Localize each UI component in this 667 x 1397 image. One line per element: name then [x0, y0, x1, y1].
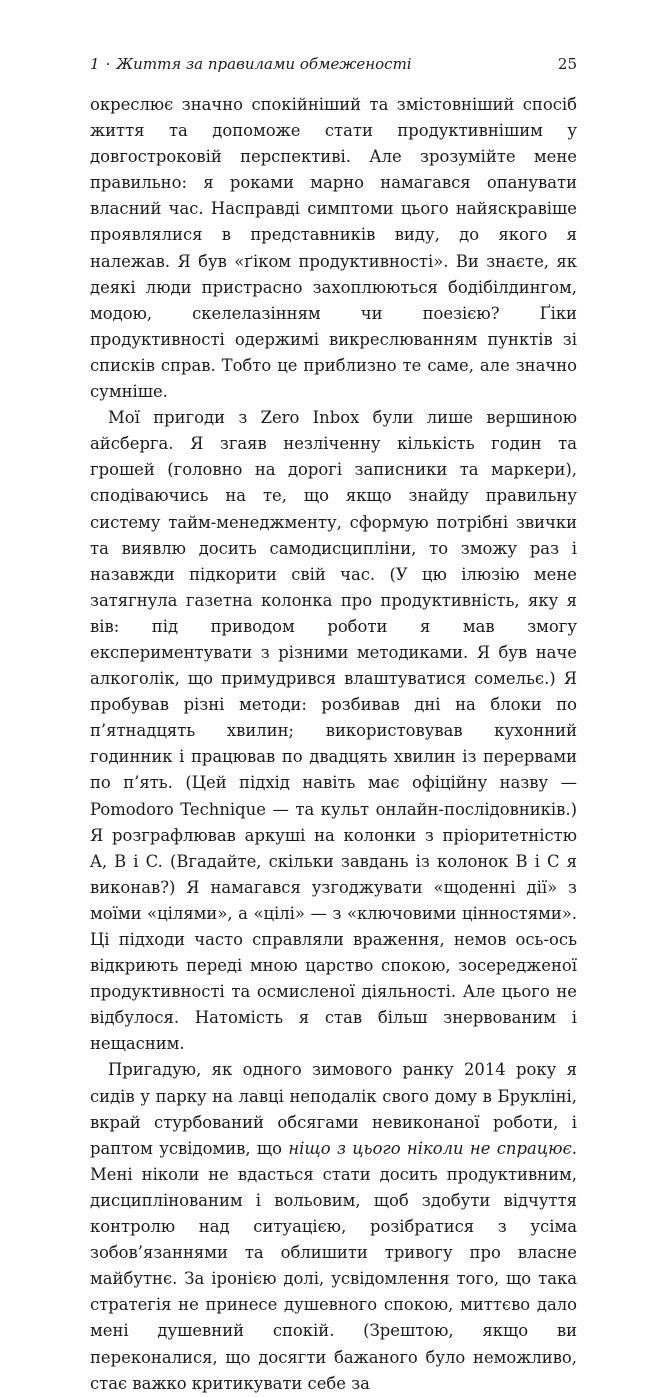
paragraph-1: окреслює значно спокійніший та змістовніший спосіб життя та допоможе стати продуктивнішим у довгостроковій перспективі. Але зрозумійте мене правильно: я роками марно намагався опанувати власний час. Насправді симптоми цього найяскравіше проявлялися в представників виду, до якого я належав. Я був «ґіком продуктивності». Ви знаєте, як деякі люди пристрасно захоплюються бодібілдингом, модою, скелелазінням чи поезією? Ґіки продуктивності одержимі викреслюванням пунктів зі списків справ. Тобто це приблизно те саме, але значно сумніше.: [90, 95, 577, 402]
chapter-number: 1: [90, 55, 100, 73]
body-text: [90, 92, 577, 1397]
paragraph-3: [90, 1057, 577, 1396]
running-header: [90, 52, 577, 76]
chapter-title: Життя за правилами обмеженості: [116, 55, 412, 73]
paragraph-2: Мої пригоди з Zero Inbox були лише вершиною айсберга. Я згаяв незліченну кількість годин та грошей (головно на дорогі записники та маркери), сподіваючись на те, що якщо знайду правильну систему тайм-менеджменту, сформую потрібні звички та виявлю досить самодисципліни, то зможу раз і назавжди підкорити свій час. (У цю ілюзію мене затягнула газетна колонка про продуктивність, яку я вів: під приводом роботи я мав змогу експериментувати з різними методиками. Я був наче алкоголік, що примудрився влаштуватися сомельє.) Я пробував різні методи: розбивав дні на блоки по п’ятнадцять хвилин; використовував кухонний годинник і працював по двадцять хвилин із перервами по п’ять. (Цей підхід навіть має офіційну назву — Pomodoro Technique — та культ онлайн-послідовників.) Я розграфлював аркуші на колонки з пріоритетністю A, B і C. (Вгадайте, скільки завдань із колонок B і C я виконав?) Я намагався узгоджувати «щоденні дії» з моїми «цілями», а «цілі» — з «ключовими цінностями». Ці підходи часто справляли враження, немов ось-ось відкриють переді мною царство спокою, зосередженої продуктивності та осмисленої діяльності. Але цього не відбулося. Натомість я став більш знервованим і нещасним.: [90, 408, 577, 1054]
paragraph-3-text-before: Пригадую, як одного зимового ранку 2014 року я сидів у парку на лавці неподалік свого дому в Брукліні, вкрай стурбований обсягами невиконаної роботи, і раптом усвідомив, що: [90, 1060, 577, 1158]
emphasized-phrase: ніщо з цього ніколи не спрацює: [288, 1138, 572, 1158]
header-separator: ·: [105, 55, 111, 73]
page-number: 25: [557, 55, 577, 73]
chapter-heading: [90, 52, 412, 76]
paragraph-3-text-after: . Мені ніколи не вдасться стати досить продуктивним, дисциплінованим і вольовим, щоб здобути відчуття контролю над ситуацією, розібратися з усіма зобов’язаннями та облишити тривогу про власне майбутнє. За іронією долі, усвідомлення того, що така стратегія не принесе душевного спокою, миттєво дало мені душевний спокій. (Зрештою, якщо ви переконалися, що досягти бажаного було неможливо, стає важко критикувати себе за: [90, 1138, 577, 1393]
